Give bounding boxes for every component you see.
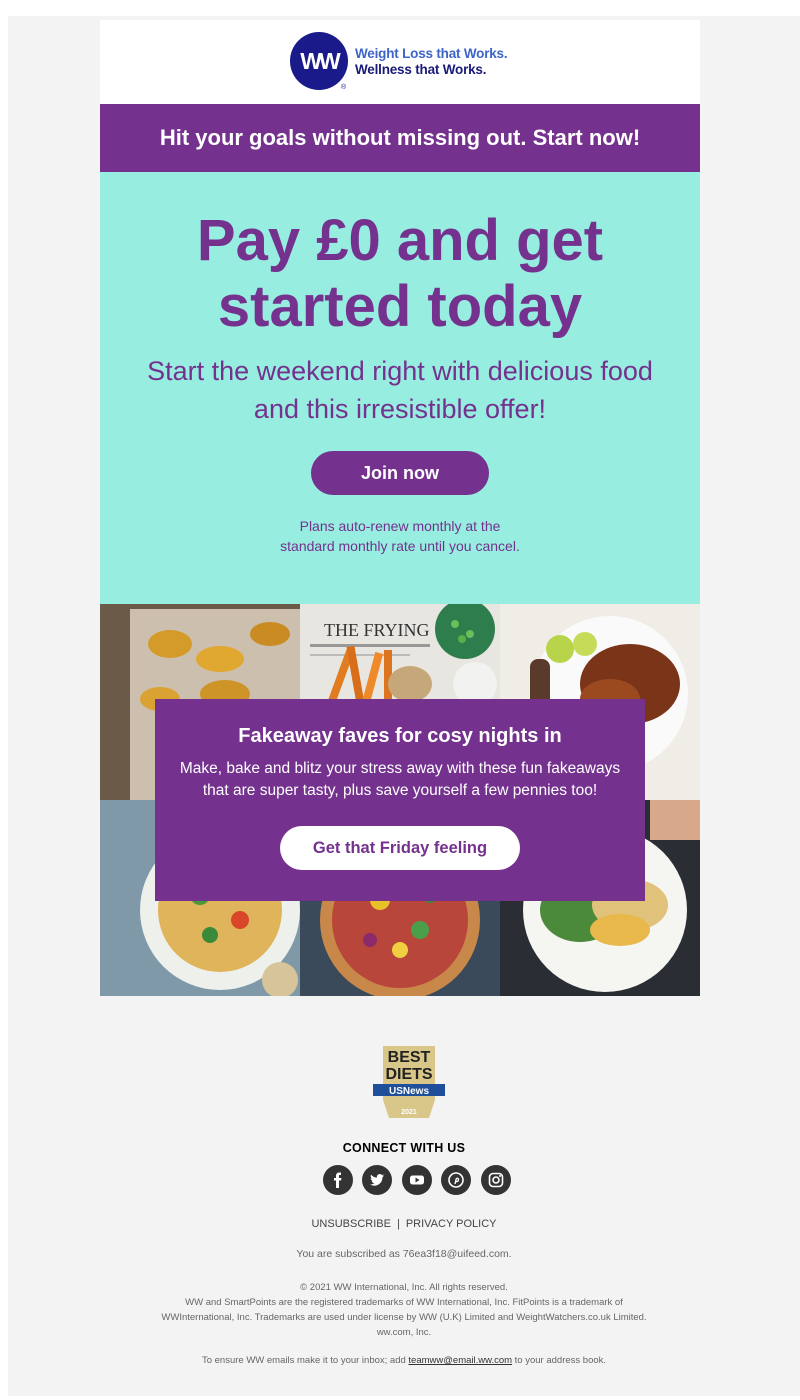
tagline-line-2: Wellness that Works. [355, 62, 487, 77]
promo-title: Fakeaway faves for cosy nights in [238, 725, 562, 747]
footer-links [8, 1218, 800, 1230]
pinterest-icon[interactable] [441, 1165, 471, 1195]
social-links [323, 1165, 516, 1195]
link-separator: | [396, 1218, 400, 1230]
auto-renew-notice [100, 516, 700, 556]
fine-print-line-2: standard monthly rate until you cancel. [280, 538, 520, 554]
youtube-icon[interactable] [402, 1165, 432, 1195]
fine-print-line-1: Plans auto-renew monthly at the [299, 518, 501, 534]
instagram-icon[interactable] [481, 1165, 511, 1195]
twitter-icon[interactable] [362, 1165, 392, 1195]
svg-text:USNews: USNews [388, 1086, 430, 1097]
svg-text:DIETS: DIETS [385, 1066, 433, 1083]
food-photo-collage[interactable] [100, 604, 700, 997]
newspaper-headline: THE FRYING [324, 620, 430, 640]
inbox-suffix: to your address book. [514, 1355, 607, 1366]
logo-tagline [355, 46, 507, 78]
trademark-line-1: WW and SmartPoints are the registered trademarks of WW International, Inc. FitPoints is a trademark of [185, 1297, 623, 1308]
trademark-line-2: WWInternational, Inc. Trademarks are used under license by WW (U.K) Limited and WeightWatchers.co.uk Limited. [161, 1312, 647, 1323]
tagline-line-1: Weight Loss that Works. [355, 46, 508, 61]
registered-mark: ® [341, 84, 347, 91]
legal-text [128, 1280, 680, 1340]
inbox-notice [8, 1355, 800, 1366]
svg-text:2021: 2021 [401, 1109, 417, 1116]
hero-subhead: Start the weekend right with delicious food and this irresistible offer! [147, 356, 653, 424]
friday-feeling-button[interactable]: Get that Friday feeling [280, 826, 520, 870]
fakeaway-promo-box [155, 699, 645, 901]
logo-header [100, 20, 700, 104]
copyright-line: © 2021 WW International, Inc. All rights reserved. [300, 1282, 508, 1293]
facebook-icon[interactable] [323, 1165, 353, 1195]
join-now-button[interactable]: Join now [311, 451, 489, 495]
hero-section [100, 172, 700, 604]
subscription-notice: You are subscribed as 76ea3f18@uifeed.com. [296, 1248, 512, 1260]
team-email-link[interactable]: teamww@email.ww.com [408, 1355, 513, 1366]
svg-text:BEST: BEST [387, 1049, 431, 1066]
ww-logo[interactable]: WW [290, 32, 348, 90]
hero-headline: Pay £0 and get started today [196, 208, 604, 339]
privacy-policy-link[interactable]: PRIVACY POLICY [405, 1218, 497, 1230]
email-card [100, 20, 700, 997]
connect-heading: CONNECT WITH US [342, 1141, 466, 1155]
inbox-prefix: To ensure WW emails make it to your inbox; add [201, 1355, 406, 1366]
promo-body: Make, bake and blitz your stress away with these fun fakeaways that are super tasty, plus save yourself a few pennies too! [179, 760, 621, 799]
company-line: ww.com, Inc. [376, 1327, 432, 1338]
best-diets-badge [373, 1046, 445, 1120]
unsubscribe-link[interactable]: UNSUBSCRIBE [311, 1218, 391, 1230]
promo-banner[interactable]: Hit your goals without missing out. Start now! [100, 104, 700, 172]
